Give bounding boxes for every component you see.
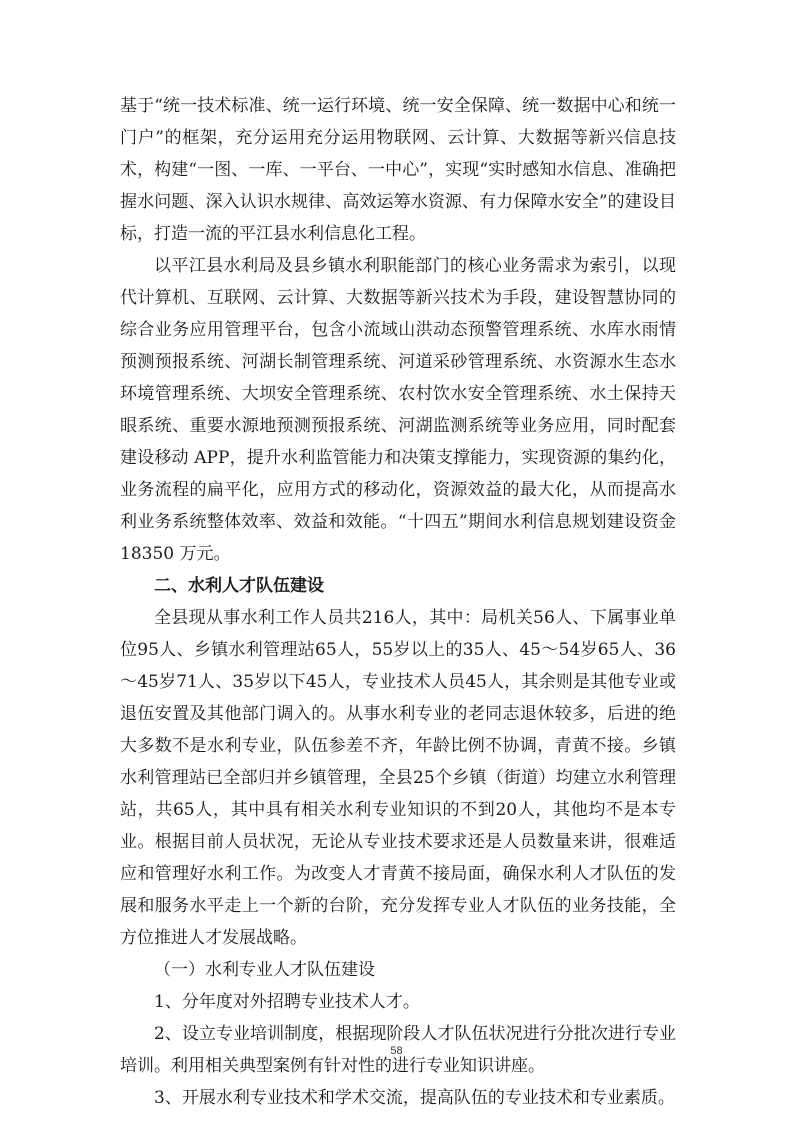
page-number: 58 — [390, 1045, 403, 1057]
list-item-2: 2、设立专业培训制度，根据现阶段人才队伍状况进行分批次进行专业培训。利用相关典型案例有针对性的进行专业知识讲座。 — [120, 1024, 676, 1076]
document-page — [120, 90, 676, 1114]
list-item-1: 1、分年度对外招聘专业技术人才。 — [154, 992, 420, 1012]
list-item-3: 3、开展水利专业技术和学术交流，提高队伍的专业技术和专业素质。 — [154, 1088, 675, 1108]
paragraph-framework: 基于“统一技术标准、统一运行环境、统一安全保障、统一数据中心和统一门户”的框架，充分运用充分运用物联网、云计算、大数据等新兴信息技术，构建“一图、一库、一平台、一中心”，实现“实时感知水信息、准确把握水问题、深入认识水规律、高效运筹水资源、有力保障水安全”的建设目标，打造一流的平江县水利信息化工程。 — [120, 96, 676, 244]
paragraph-staff: 全县现从事水利工作人员共216人，其中：局机关56人、下属事业单位95人、乡镇水利管理站65人，55岁以上的35人、45～54岁65人、36～45岁71人、35岁以下45人，专业技术人员45人，其余则是其他专业或退伍安置及其他部门调入的。从事水利专业的老同志退休较多，后进的绝大多数不是水利专业，队伍参差不齐，年龄比例不协调，青黄不接。乡镇水利管理站已全部归并乡镇管理，全县25个乡镇（街道）均建立水利管理站，共65人，其中具有相关水利专业知识的不到20人，其他均不是本专业。根据目前人员状况，无论从专业技术要求还是人员数量来讲，很难适应和管理好水利工作。为改变人才青黄不接局面，确保水利人才队伍的发展和服务水平走上一个新的台阶，充分发挥专业人才队伍的业务技能，全方位推进人才发展战略。 — [120, 608, 676, 948]
paragraph-platform: 以平江县水利局及县乡镇水利职能部门的核心业务需求为索引，以现代计算机、互联网、云计算、大数据等新兴技术为手段，建设智慧协同的综合业务应用管理平台，包含小流域山洪动态预警管理系统、水库水雨情预测预报系统、河湖长制管理系统、河道采砂管理系统、水资源水生态水环境管理系统、大坝安全管理系统、农村饮水安全管理系统、水土保持天眼系统、重要水源地预测预报系统、河湖监测系统等业务应用，同时配套建设移动 APP，提升水利监管能力和决策支撑能力，实现资源的集约化，业务流程的扁平化，应用方式的移动化，资源效益的最大化，从而提高水利业务系统整体效率、效益和效能。“十四五”期间水利信息规划建设资金 18350 万元。 — [120, 256, 676, 564]
section-heading: 二、水利人才队伍建设 — [154, 576, 324, 596]
subsection-heading: （一）水利专业人才队伍建设 — [154, 960, 375, 980]
